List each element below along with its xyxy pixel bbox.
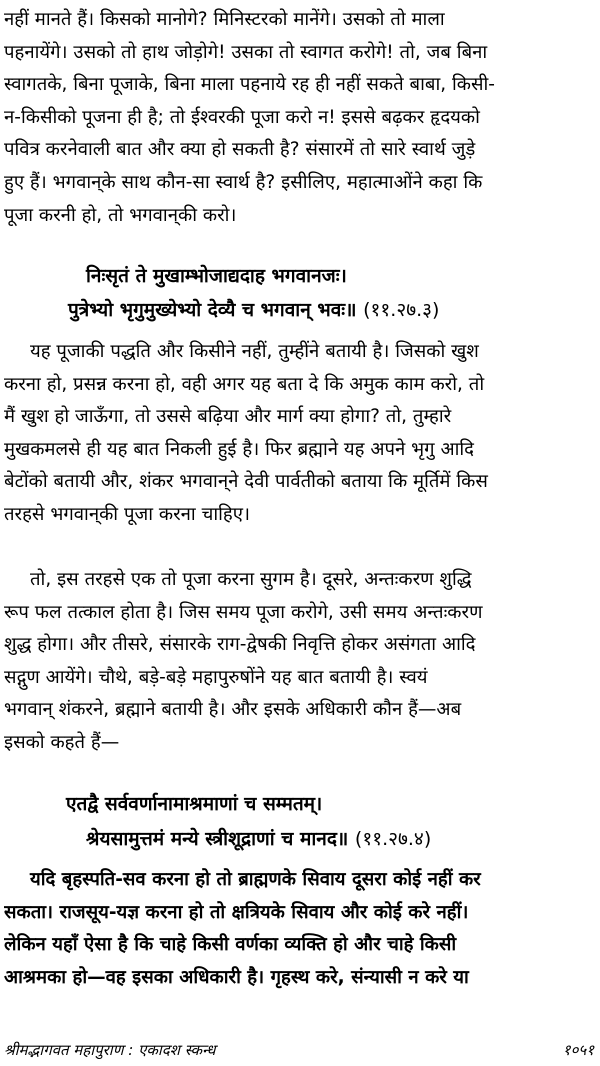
text-line: मुखकमलसे ही यह बात निकली हुई है। फिर ब्रह्माने यह अपने भृगु आदि [4,438,474,460]
text-line: लेकिन यहाँ ऐसा है कि चाहे किसी वर्णका व्यक्ति हो और चाहे किसी [4,934,457,956]
running-footer-title: श्रीमद्भागवत महापुराण : एकादश स्कन्ध [4,1041,216,1059]
text-line: मैं खुश हो जाऊँगा, तो उससे बढ़िया और मार्ग क्या होगा? तो, तुम्हारे [4,406,452,428]
text-line: शुद्ध होगा। और तीसरे, संसारके राग-द्वेषकी निवृत्ति होकर असंगता आदि [4,634,476,656]
verse-reference: (११.२७.३) [363,299,440,321]
shloka-1-line-2 [68,296,439,322]
text-line: न-किसीको पूजना ही है; तो ईश्वरकी पूजा करो न! इससे बढ़कर हृदयको [4,106,480,128]
text-line: बेटोंको बतायी और, शंकर भगवान्‌ने देवी पार्वतीको बताया कि मूर्तिमें किस [4,471,488,493]
text-line: सद्गुण आयेंगे। चौथे, बड़े-बड़े महापुरुषोंने यह बात बतायी है। स्वयं [4,666,428,688]
text-line: सकता। राजसूय-यज्ञ करना हो तो क्षत्रियके सिवाय और कोई करे नहीं। [4,901,469,923]
shloka-2-line-1: एतद्वै सर्ववर्णानामाश्रमाणां च सम्मतम्। [66,793,323,815]
verse-reference: (११.२७.४) [354,828,432,850]
text-line: स्वागतके, बिना पूजाके, बिना माला पहनाये रह ही नहीं सकते बाबा, किसी- [4,74,495,96]
shloka-1-line-1: निःसृतं ते मुखाम्भोजाद्यदाह भगवानजः। [86,265,347,287]
paragraph-1 [4,4,596,232]
paragraph-4 [4,864,596,994]
text-line: इसको कहते हैं— [4,731,120,753]
text-line: तो, इस तरहसे एक तो पूजा करना सुगम है। दूसरे, अन्तःकरण शुद्धि [30,569,472,590]
text-line: यदि बृहस्पति-सव करना हो तो ब्राह्मणके सिवाय दूसरा कोई नहीं कर [30,869,481,890]
paragraph-2 [4,336,596,532]
text-line: रूप फल तत्काल होता है। जिस समय पूजा करोगे, उसी समय अन्तःकरण [4,601,483,623]
text-line: तरहसे भगवान्‌की पूजा करना चाहिए। [4,503,250,525]
text-line: यह पूजाकी पद्धति और किसीने नहीं, तुम्हींने बतायी है। जिसको खुश [30,341,479,362]
text-line: पहनायेंगे। उसको तो हाथ जोड़ोगे! उसका तो स्वागत करोगे! तो, जब बिना [4,41,488,63]
text-line: हुए हैं। भगवान्‌के साथ कौन-सा स्वार्थ है? इसीलिए, महात्माओंने कहा कि [4,171,483,193]
page-number: १०५१ [562,1041,594,1059]
text-line: पूजा करनी हो, तो भगवान्‌की करो। [4,204,237,226]
text-line: करना हो, प्रसन्न करना हो, वही अगर यह बता दे कि अमुक काम करो, तो [4,373,485,395]
shloka-2-line-2 [86,825,431,851]
paragraph-3 [4,564,596,760]
text-line: नहीं मानते हैं। किसको मानोगे? मिनिस्टरको मानेंगे। उसको तो माला [4,9,445,30]
text-line: आश्रमका हो—वह इसका अधिकारी है। गृहस्थ करे, संन्यासी न करे या [4,966,469,988]
shloka-1-text: पुत्रेभ्यो भृगुमुख्येभ्यो देव्यै च भगवान् भवः॥ [68,299,357,321]
text-line: भगवान् शंकरने, ब्रह्माने बतायी है। और इसके अधिकारी कौन हैं—अब [4,699,462,721]
shloka-2-text: श्रेयसामुत्तमं मन्ये स्त्रीशूद्राणां च मानद॥ [86,828,349,850]
text-line: पवित्र करनेवाली बात और क्या हो सकती है? संसारमें तो सारे स्वार्थ जुड़े [4,139,476,161]
